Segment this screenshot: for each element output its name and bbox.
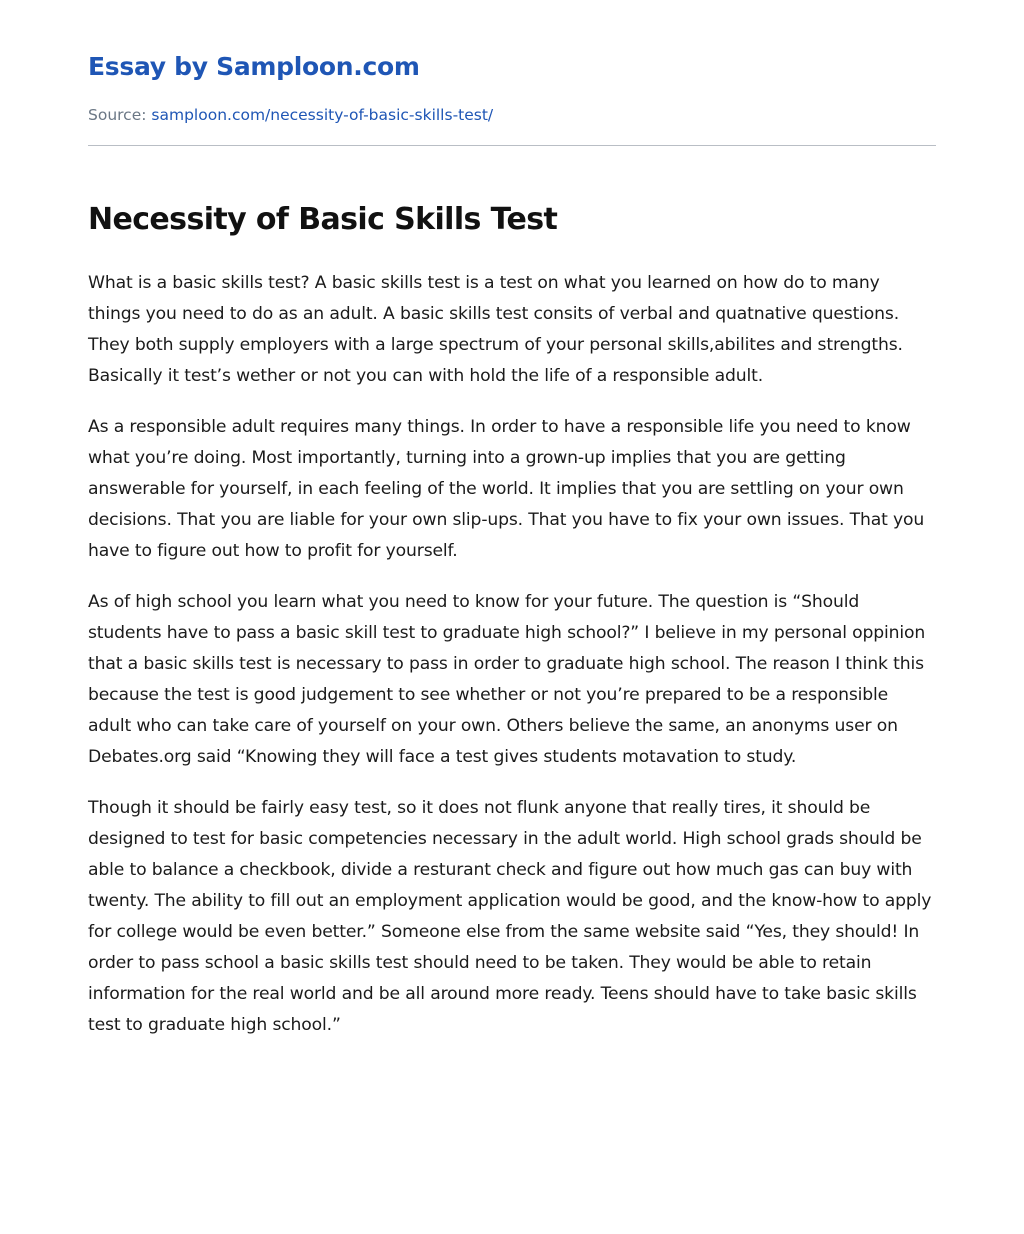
site-brand[interactable]: Essay by Samploon.com — [88, 52, 420, 81]
header-divider — [88, 145, 936, 146]
essay-paragraph: What is a basic skills test? A basic skills test is a test on what you learned on how do to many things you need to do as an adult. A basic skills test consits of verbal and quatnative questions. They both supply employers with a large spectrum of your personal skills,abilites and strengths. Basically it test’s wether or not you can with hold the life of a responsible adult. — [88, 273, 903, 386]
essay-paragraph: As a responsible adult requires many things. In order to have a responsible life you need to know what you’re doing. Most importantly, turning into a grown-up implies that you are getting answerable for yourself, in each feeling of the world. It implies that you are settling on your own decisions. That you are liable for your own slip-ups. That you have to fix your own issues. That you have to figure out how to profit for yourself. — [88, 417, 925, 561]
source-label: Source: — [88, 106, 147, 124]
essay-paragraph: Though it should be fairly easy test, so it does not flunk anyone that really tires, it should be designed to test for basic competencies necessary in the adult world. High school grads should be able to balance a checkbook, divide a resturant check and figure out how much gas can buy with twenty. The ability to fill out an employment application would be good, and the know-how to apply for college would be even better.” Someone else from the same website said “Yes, they should! In order to pass school a basic skills test should need to be taken. They would be able to retain information for the real world and be all around more ready. Teens should have to take basic skills test to graduate high school.” — [88, 798, 932, 1035]
source-line — [88, 106, 493, 124]
essay-title: Necessity of Basic Skills Test — [88, 202, 558, 237]
essay-body — [88, 268, 936, 1061]
essay-paragraph: As of high school you learn what you need to know for your future. The question is “Should students have to pass a basic skill test to graduate high school?” I believe in my personal oppinion that a basic skills test is necessary to pass in order to graduate high school. The reason I think this because the test is good judgement to see whether or not you’re prepared to be a responsible adult who can take care of yourself on your own. Others believe the same, an anonyms user on Debates.org said “Knowing they will face a test gives students motavation to study. — [88, 592, 926, 767]
source-link[interactable]: samploon.com/necessity-of-basic-skills-test/ — [151, 106, 494, 124]
